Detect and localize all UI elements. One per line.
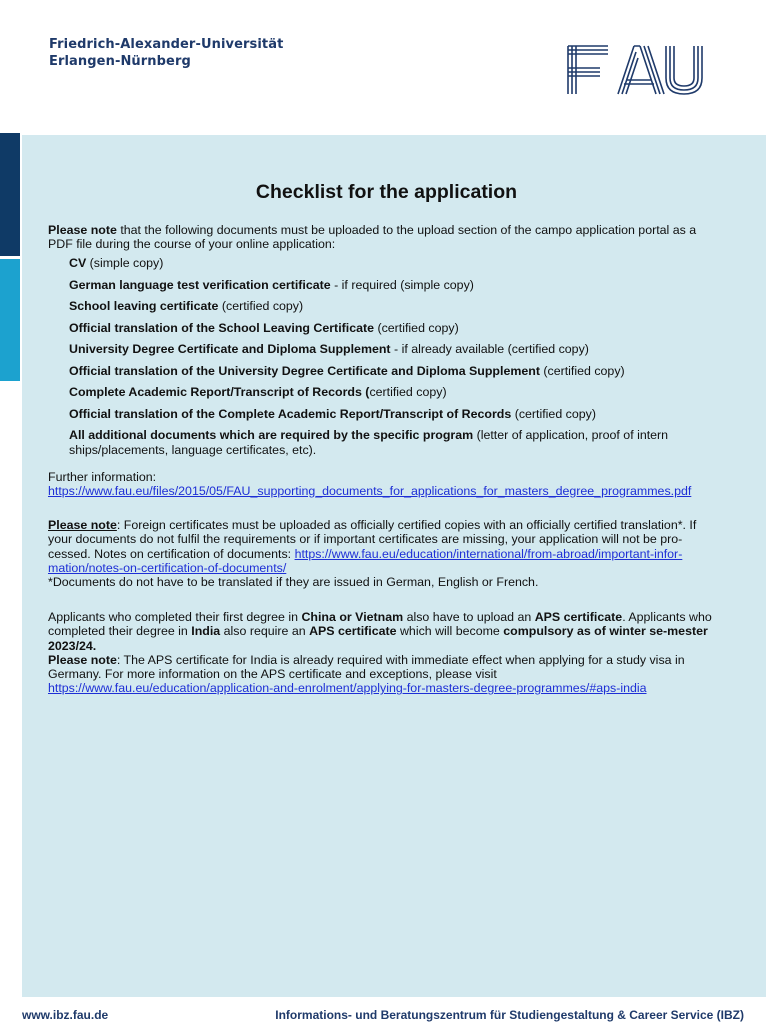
- list-item: [69, 385, 723, 399]
- list-item: [69, 428, 723, 456]
- document-note: - if required (simple copy): [330, 277, 474, 292]
- document-note: (simple copy): [86, 256, 164, 271]
- list-item: [69, 342, 723, 356]
- aps-india-link[interactable]: https://www.fau.eu/education/application-and-enrolment/applying-for-masters-degree-programmes/#aps-india: [48, 681, 647, 696]
- accent-stripe-light: [0, 259, 20, 381]
- document-name: All additional documents which are required by the specific program: [69, 428, 474, 443]
- document-name: Official translation of the Complete Academic Report/Transcript of Records: [69, 406, 512, 421]
- list-item: [69, 256, 723, 270]
- aps-text: . Applicants who completed their degree in: [48, 610, 712, 639]
- list-item: [69, 299, 723, 313]
- aps-bold: India: [191, 624, 221, 639]
- document-name: Complete Academic Report/Transcript of Records (: [69, 385, 370, 400]
- university-name-line2: Erlangen-Nürnberg: [49, 54, 191, 69]
- further-info-label: Further information:: [48, 469, 157, 484]
- document-note: - if already available (certified copy): [390, 342, 589, 357]
- aps-text: which will become: [396, 624, 504, 639]
- document-name: University Degree Certificate and Diploma Supplement: [69, 342, 391, 357]
- intro-text: that the following documents must be uploaded to the upload section of the campo application portal as a PDF file during the course of your online application:: [48, 223, 697, 252]
- aps-text: also require an: [220, 624, 310, 639]
- aps-bold: APS certificate: [309, 624, 397, 639]
- list-item: [69, 407, 723, 421]
- aps-note-paragraph: [48, 653, 723, 681]
- aps-note-text: : The APS certificate for India is already required with immediate effect when applying for a study visa in Germany. For more information on the APS certificate and exceptions, please visit: [48, 652, 685, 682]
- document-note: (letter of application, proof of intern ships/placements, language certificates, etc).: [69, 428, 669, 457]
- document-note: (certified copy): [511, 406, 596, 421]
- aps-text: Applicants who completed their first degree in: [48, 610, 302, 625]
- list-item: [69, 364, 723, 378]
- document-note: (certified copy): [539, 363, 625, 378]
- foreign-note-bold: Please note: [48, 518, 117, 533]
- footer-center-name: Informations- und Beratungszentrum für Studiengestaltung & Career Service (IBZ): [275, 1008, 744, 1022]
- aps-bold: China or Vietnam: [301, 610, 404, 625]
- footer-website[interactable]: www.ibz.fau.de: [22, 1008, 109, 1022]
- intro-bold: Please note: [48, 223, 117, 237]
- page-title: Checklist for the application: [255, 181, 518, 203]
- foreign-note-paragraph: [48, 518, 723, 575]
- university-name: [49, 36, 283, 70]
- document-note: (certified copy): [218, 299, 304, 314]
- aps-bold: compulsory as of winter se-mester 2023/24.: [48, 624, 708, 653]
- document-name: Official translation of the University Degree Certificate and Diploma Supplement: [69, 363, 540, 378]
- aps-note-bold: Please note: [48, 652, 117, 667]
- aps-text: also have to upload an: [403, 610, 535, 625]
- checklist-content: [48, 180, 723, 695]
- certification-link[interactable]: https://www.fau.eu/education/international/from-abroad/important-infor-mation/notes-on-certification-of-documents/: [48, 546, 683, 575]
- list-item: [69, 321, 723, 335]
- list-item: [69, 278, 723, 292]
- document-name: School leaving certificate: [69, 299, 219, 314]
- aps-bold: APS certificate: [534, 610, 623, 625]
- translation-footnote: *Documents do not have to be translated if they are issued in German, English or French.: [48, 575, 539, 590]
- further-info-link-line: [48, 484, 723, 498]
- intro-paragraph: [48, 223, 723, 251]
- document-name: German language test verification certificate: [69, 277, 331, 292]
- university-name-line1: Friedrich-Alexander-Universität: [49, 37, 284, 52]
- document-note: certified copy): [369, 385, 447, 400]
- aps-link-line: [48, 681, 723, 695]
- aps-paragraph: [48, 610, 723, 653]
- fau-logo: [566, 44, 706, 96]
- document-note: (certified copy): [374, 320, 459, 335]
- accent-stripe-dark: [0, 133, 20, 256]
- foreign-note-text: : Foreign certificates must be uploaded as officially certified copies with an officially certified translation*. If your documents do not fulfil the requirements or if important certificates are missing, your application will not be pro-cessed. Notes on certification of documents:: [48, 518, 697, 561]
- document-name: Official translation of the School Leaving Certificate: [69, 320, 374, 335]
- documents-list: [48, 256, 723, 456]
- further-info-link[interactable]: https://www.fau.eu/files/2015/05/FAU_supporting_documents_for_applications_for_masters_degree_programmes.pdf: [48, 484, 692, 499]
- document-name: CV: [69, 256, 87, 271]
